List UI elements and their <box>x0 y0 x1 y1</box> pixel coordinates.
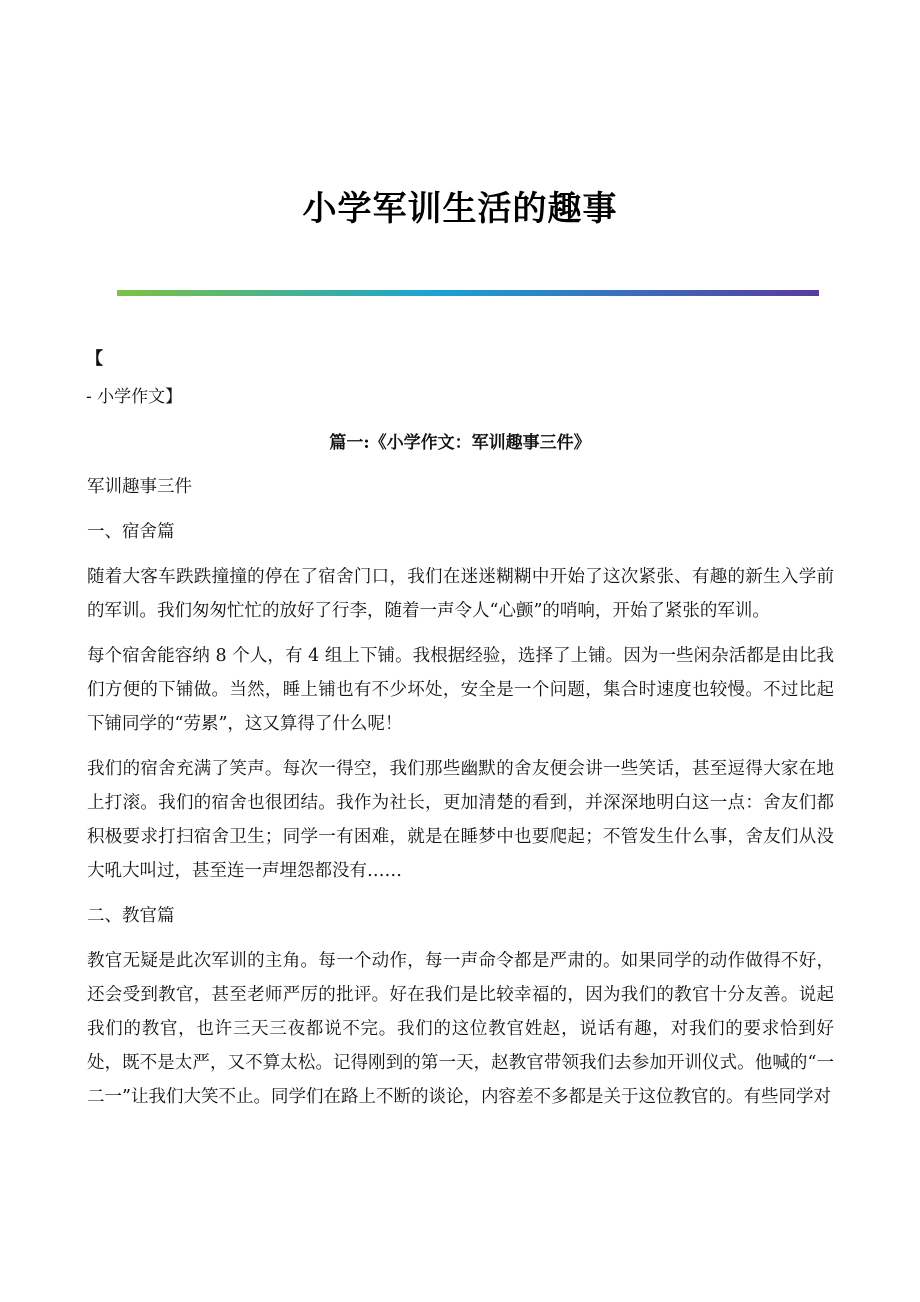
paragraph: 一、宿舍篇 <box>87 522 175 542</box>
paragraph: 每个宿舍能容纳 8 个人，有 4 组上下铺。我根据经验，选择了上铺。因为一些闲杂活都是由比我们方便的下铺做。当然，睡上铺也有不少坏处，安全是一个问题，集合时速度也较慢。不过比起下铺同学的“劳累”，这又算得了什么呢！ <box>87 646 834 734</box>
bracket-open: 【 <box>86 349 103 369</box>
gradient-divider <box>117 290 819 296</box>
paragraph: 军训趣事三件 <box>87 477 192 497</box>
article-subtitle: 篇一:《小学作文：军训趣事三件》 <box>329 433 591 453</box>
paragraph: 二、教官篇 <box>87 906 175 926</box>
category-label: - 小学作文】 <box>86 387 183 407</box>
paragraph: 我们的宿舍充满了笑声。每次一得空，我们那些幽默的舍友便会讲一些笑话，甚至逗得大家在地上打滚。我们的宿舍也很团结。我作为社长，更加清楚的看到，并深深地明白这一点：舍友们都积极要求打扫宿舍卫生；同学一有困难，就是在睡梦中也要爬起；不管发生什么事，舍友们从没大吼大叫过，甚至连一声埋怨都没有…… <box>87 759 834 881</box>
paragraph: 随着大客车跌跌撞撞的停在了宿舍门口，我们在迷迷糊糊中开始了这次紧张、有趣的新生入学前的军训。我们匆匆忙忙的放好了行李，随着一声令人“心颤”的哨响，开始了紧张的军训。 <box>87 567 834 621</box>
article-body <box>87 470 834 1125</box>
paragraph: 教官无疑是此次军训的主角。每一个动作，每一声命令都是严肃的。如果同学的动作做得不好，还会受到教官，甚至老师严厉的批评。好在我们是比较幸福的，因为我们的教官十分友善。说起我们的教官，也许三天三夜都说不完。我们的这位教官姓赵，说话有趣，对我们的要求恰到好处，既不是太严，又不算太松。记得刚到的第一天，赵教官带领我们去参加开训仪式。他喊的“一二一”让我们大笑不止。同学们在路上不断的谈论，内容差不多都是关于这位教官的。有些同学对 <box>87 951 834 1107</box>
document-title: 小学军训生活的趣事 <box>302 189 618 229</box>
